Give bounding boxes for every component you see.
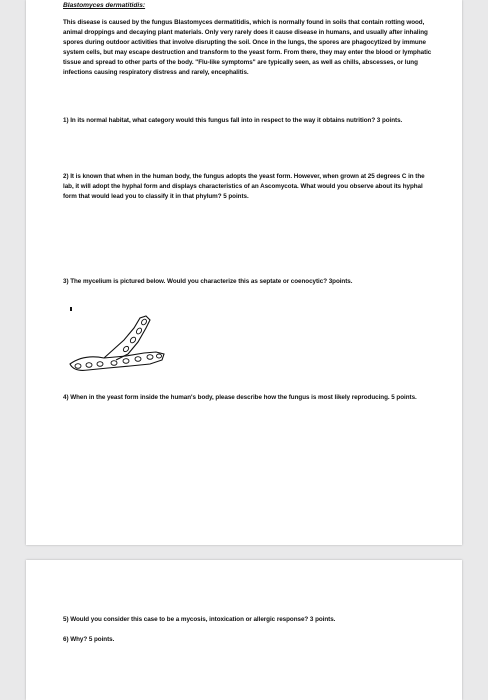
question-5: 5) Would you consider this case to be a mycosis, intoxication or allergic response? 3 points.	[63, 616, 336, 623]
question-6: 6) Why? 5 points.	[63, 636, 115, 643]
mycelium-drawing-icon	[64, 298, 186, 380]
document-page-1	[26, 0, 462, 545]
document-page-2	[26, 560, 462, 700]
question-4: 4) When in the yeast form inside the human's body, please describe how the fungus is most likely reproducing. 5 points.	[63, 394, 417, 401]
intro-paragraph: This disease is caused by the fungus Blastomyces dermatitidis, which is normally found in soils that contain rotting wood, animal droppings and decaying plant materials. Only very rarely does it cause disease in humans, and usually after inhaling spores during outdoor activities that involve disrupting the soil. Once in the lungs, the spores are phagocytized by immune system cells, but may escape destruction and transform to the yeast form. From there, they may enter the blood or lymphatic tissue and spread to other parts of the body. "Flu-like symptoms" are typically seen, as well as chills, abscesses, or lung infections causing respiratory distress and rarely, encephalitis.	[63, 19, 432, 76]
document-title: Blastomyces dermatitidis:	[63, 2, 146, 9]
question-3: 3) The mycelium is pictured below. Would you characterize this as septate or coenocytic? 3points.	[63, 278, 353, 285]
question-1: 1) In its normal habitat, what category would this fungus fall into in respect to the way it obtains nutrition? 3 points.	[63, 117, 403, 124]
question-2: 2) It is known that when in the human body, the fungus adopts the yeast form. However, when grown at 25 degrees C in the lab, it will adopt the hyphal form and displays characteristics of an Ascomycota. What would you observe about its hyphal form that would lead you to classify it in that phylum? 5 points.	[63, 173, 425, 200]
